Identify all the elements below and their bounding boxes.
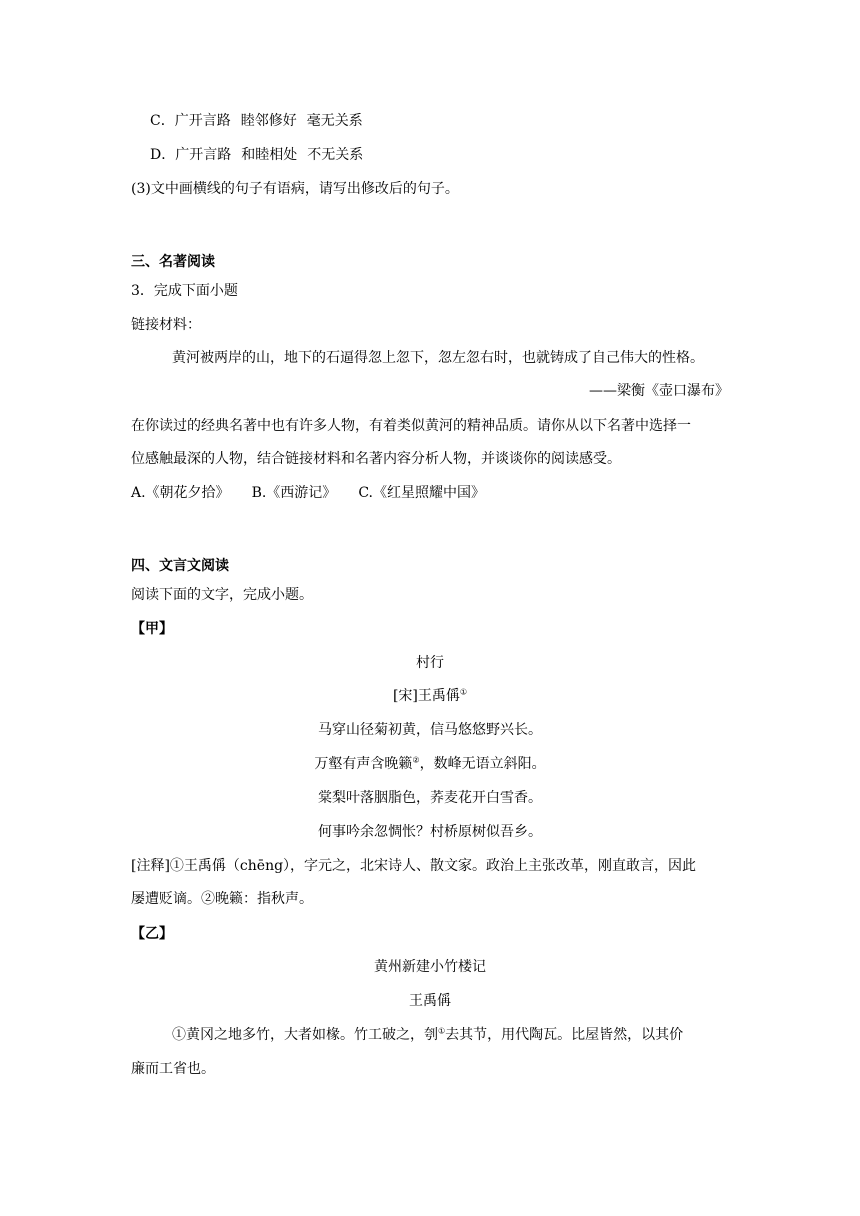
jia-label: 【甲】 [131, 621, 173, 637]
yi-label: 【乙】 [131, 926, 173, 942]
option-c-part-a: 广开言路 [174, 113, 231, 129]
question3-title: 3．完成下面小题 [131, 283, 238, 299]
prose-title: 黄州新建小竹楼记 [374, 959, 486, 975]
option-c-part-b: 睦邻修好 [240, 113, 297, 129]
poem-line-2-part-b: ，数峰无语立斜阳。 [419, 756, 546, 772]
poem-line-2 [0, 754, 860, 774]
poem-notes-line-1: [注释]①王禹偁（chēng），字元之，北宋诗人、散文家。政治上主张改革，刚直敢言，因此 [131, 858, 697, 874]
book-option-a: A.《朝花夕拾》 [131, 485, 230, 501]
option-d-label: D． [150, 147, 176, 163]
footnote-marker-1: ① [459, 687, 468, 697]
poem-title: 村行 [416, 655, 444, 671]
footnote-marker-prose-1: ① [438, 1026, 446, 1036]
option-c [150, 111, 363, 131]
prose-paragraph-1-line-1 [172, 1025, 683, 1045]
poem-author-name: [宋]王禹偁 [392, 688, 460, 704]
option-c-label: C． [150, 113, 175, 129]
link-material-quote: 黄河被两岸的山，地下的石逼得忽上忽下，忽左忽右时，也就铸成了自己伟大的性格。 [172, 350, 704, 366]
section4-heading: 四、文言文阅读 [131, 558, 229, 574]
section3-heading: 三、名著阅读 [131, 254, 215, 270]
option-d [150, 145, 363, 165]
poem-line-4: 何事吟余忽惆怅？村桥原树似吾乡。 [318, 824, 542, 840]
book-options [131, 483, 485, 503]
option-c-part-c: 毫无关系 [306, 113, 363, 129]
footnote-marker-2: ② [412, 755, 420, 765]
prose-para1-part-a: ①黄冈之地多竹，大者如椽。竹工破之，刳 [172, 1027, 438, 1043]
poem-notes-line-2: 屡遭贬谪。②晚籁：指秋声。 [131, 891, 313, 907]
option-d-part-a: 广开言路 [175, 147, 232, 163]
prompt-line-2: 位感触最深的人物，结合链接材料和名著内容分析人物，并谈谈你的阅读感受。 [131, 451, 621, 467]
poem-line-1: 马穿山径菊初黄，信马悠悠野兴长。 [318, 722, 542, 738]
book-option-c: C.《红星照耀中国》 [358, 485, 485, 501]
subquestion-3: (3)文中画横线的句子有语病，请写出修改后的句子。 [131, 181, 459, 197]
quote-attribution: ——梁衡《壶口瀑布》 [589, 383, 729, 399]
option-d-part-b: 和睦相处 [241, 147, 298, 163]
prose-author: 王禹偁 [409, 993, 451, 1009]
section4-instruction: 阅读下面的文字，完成小题。 [131, 587, 313, 603]
book-option-b: B.《西游记》 [251, 485, 337, 501]
poem-author [0, 686, 860, 706]
prompt-line-1: 在你读过的经典名著中也有许多人物，有着类似黄河的精神品质。请你从以下名著中选择一 [131, 418, 691, 434]
prose-paragraph-1-line-2: 廉而工省也。 [131, 1061, 215, 1077]
option-d-part-c: 不无关系 [307, 147, 364, 163]
poem-line-3: 棠梨叶落胭脂色，荞麦花开白雪香。 [318, 790, 542, 806]
prose-para1-part-b: 去其节，用代陶瓦。比屋皆然，以其价 [445, 1027, 684, 1043]
poem-line-2-part-a: 万壑有声含晚籁 [314, 756, 413, 772]
link-material-label: 链接材料： [131, 317, 201, 333]
